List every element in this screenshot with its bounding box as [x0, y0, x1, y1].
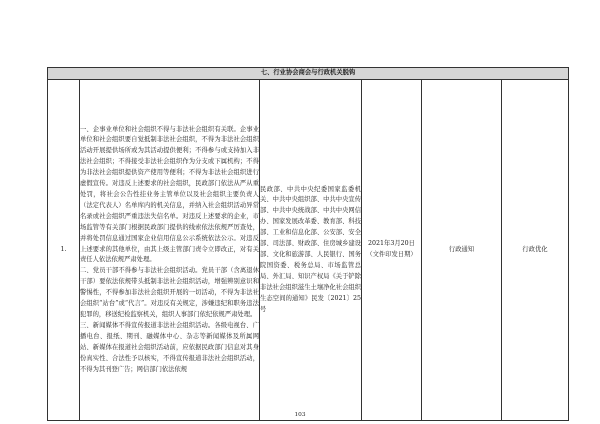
row-issuing-units: 民政部、中共中央纪委国家监委机关、中共中央组织部、中共中央宣传部、中共中央统战部、中共中央网信办、国家发展改革委、教育部、科技部、工业和信息化部、公安部、安全部、司法部、财政部、住房城乡建设部、文化和旅游部、人民银行、国务院国资委、税务总局、市场监管总局、外汇局、知识产权局《关于铲除非法社会组织滋生土壤净化社会组织生态空间的通知》民发〔2021〕25号 [260, 80, 362, 421]
section-title: 七、行业协会商会与行政机关脱钩 [48, 68, 569, 80]
page-number: 103 [294, 412, 306, 418]
row-doc-type: 行政通知 [422, 80, 502, 421]
row-seq: 1. [48, 80, 80, 421]
content-paragraph-3: 三、新闻媒体不得宣传报道非法社会组织活动。各级电视台、广播电台、报纸、期刊、融媒体中心、杂志等新闻媒体及所属网站、新媒体在报道社会组织活动前，应依据民政部门信息对其身份真实性、合法性予以核实，不得宣传报道非法社会组织活动，不得为其刊登广告；网信部门依法依规 [80, 321, 259, 373]
row-content [80, 80, 260, 421]
row-category: 行政优化 [502, 80, 569, 421]
table-row [48, 80, 569, 421]
policy-table [47, 67, 569, 421]
row-date: 2021年3月20日（文件印发日期） [362, 80, 422, 421]
section-header-row [48, 68, 569, 80]
content-paragraph-2: 二、党员干部不得参与非法社会组织活动。党员干部（含离退休干部）要依法依规带头抵制非法社会组织活动，增强辨别意识和警惕性，不得参加非法社会组织开展的一切活动，不得为非法社会组织“站台”或“代言”。对违反有关规定，涉嫌违纪和职务违法犯罪的，移送纪检监察机关，组织人事部门依纪依规严肃处理。 [80, 267, 259, 318]
content-paragraph-1: 一、企事业单位和社会组织不得与非法社会组织有关联。企事业单位和社会组织要自觉抵制非法社会组织，不得为非法社会组织活动开展提供场所或为其活动提供便利；不得参与或支持加入非法社会组织；不得接受非法社会组织作为分支或下属机构；不得为非法社会组织提供资产使用等便利；不得为非法社会组织进行虚假宣传。对违反上述要求的社会组织，民政部门依法从严从重处罚，将社会公告性挂业务主管单位以及社会组织主要负责人（法定代表人）名单库内的机关信息，并纳入社会组织活动异常名录或社会组织严重违法失信名单。对违反上述要求的企业，市场监管等有关部门根据民政部门提供的线索依法依规严厉查处，并将处罚信息通过国家企业信用信息公示系统依法公示。对违反上述要求的其他单位，由其上级主管部门责令立即改正，对有关责任人依法依规严肃处理。 [80, 125, 259, 264]
